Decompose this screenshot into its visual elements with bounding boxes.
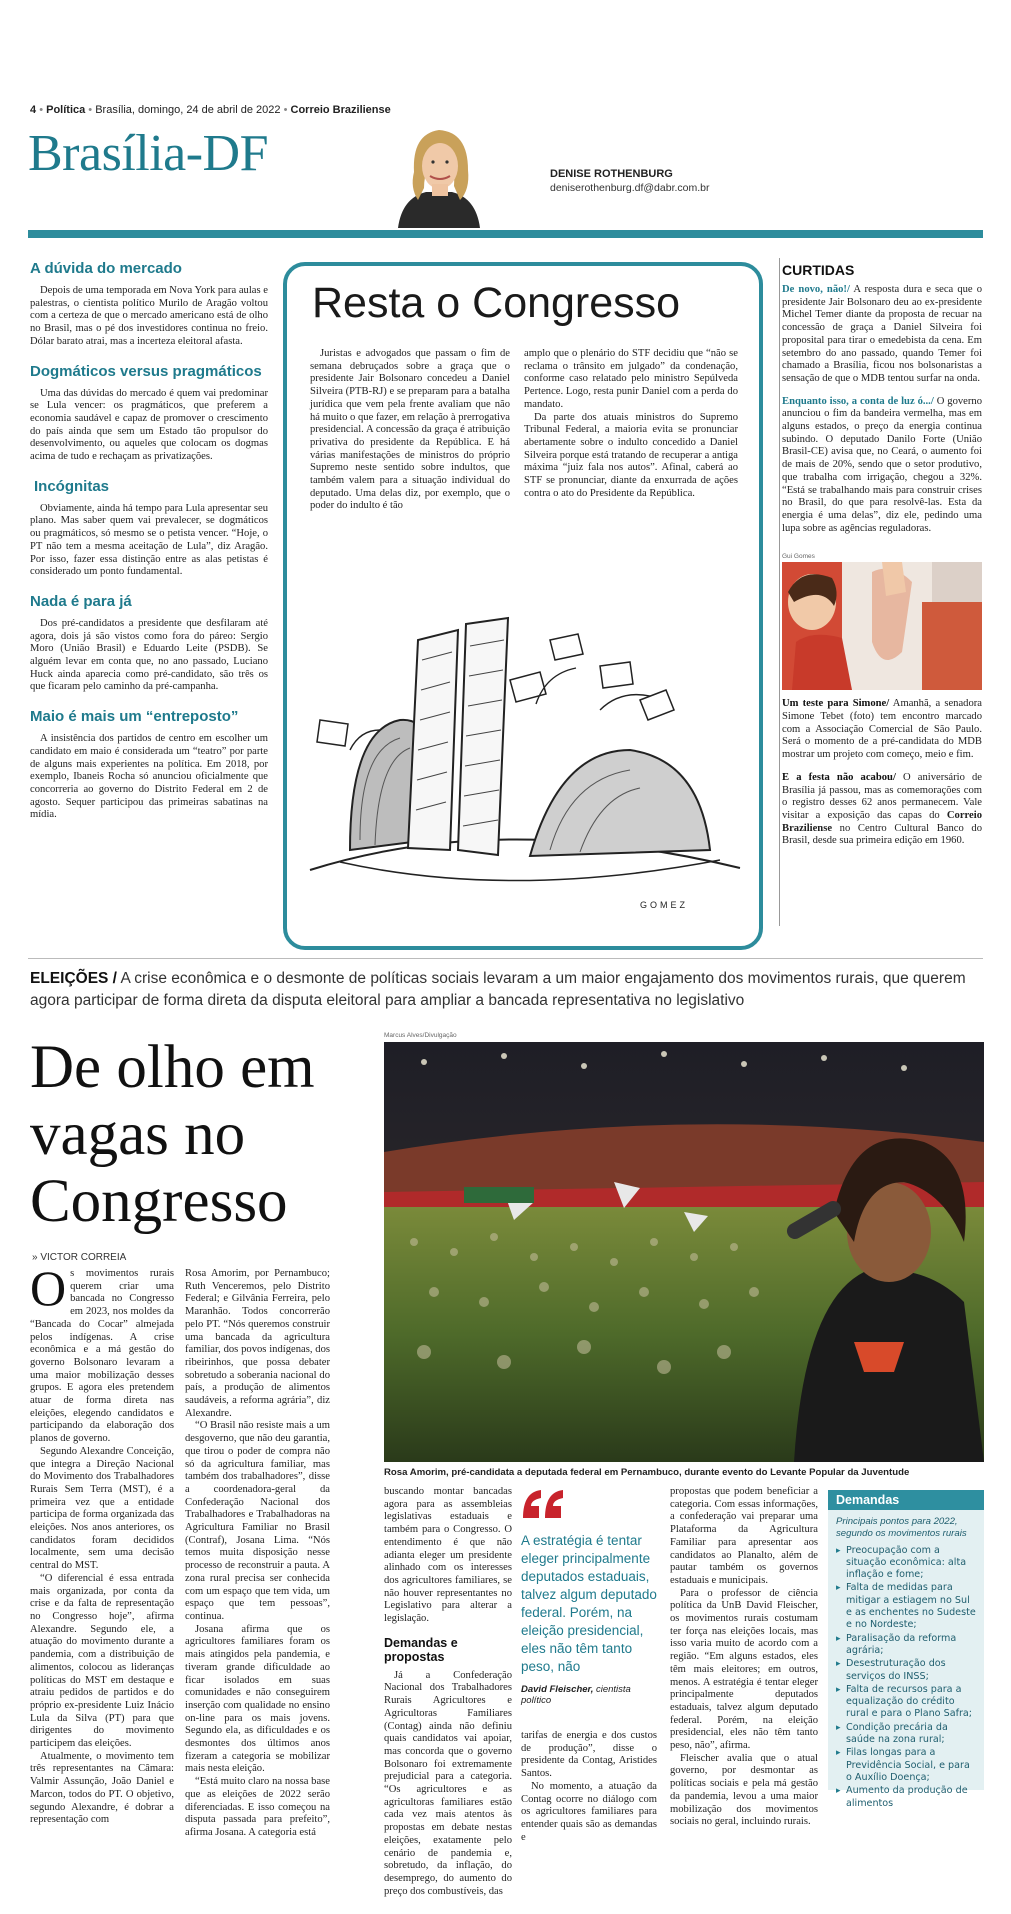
demandas-title: Demandas <box>828 1490 984 1510</box>
quote-role: cientista político <box>521 1684 631 1706</box>
list-item: ▸ Falta de medidas para mitigar a estiagem no Sul e as enchentes no Sudeste e no Nordeste; <box>836 1582 978 1631</box>
section-kicker: ELEIÇÕES / <box>30 970 117 987</box>
article-text: Atualmente, o movimento tem três representantes na Câmara: Valmir Assunção, João Daniel e Marcon, todos do PT. O objetivo, segundo Alexandre, é dobrar a representação com <box>30 1750 174 1826</box>
article-text: Fleischer avalia que o atual governo, por desmontar as políticas sociais e pela má gestão da pandemia, levou a uma maior mobilização dos movimentos sociais no geral, incluindo rurais. <box>670 1752 818 1828</box>
quote-icon <box>521 1488 657 1526</box>
curtidas-note-label: E a festa não acabou <box>782 771 893 783</box>
cartoon-illustration <box>300 600 746 930</box>
curtidas-note-body: O governo anunciou o fim da bandeira vermelha, mas em alguns estados, o preço da energia continua subindo. O deputado Danilo Forte (União Brasil-CE) avisa que, no Ceará, o aumento foi de mais de 20%, sendo que o setor produtivo, que trabalha com irrigação, chegou a 32%. “Está se trabalhando mais para construir crises no Brasil, do que para resolvê-las. Esta da energia é uma delas”, diz ele, pedindo uma lupa sobre as agências reguladoras. <box>782 395 983 534</box>
section-dek: A crise econômica e o desmonte de políticas sociais levaram a um maior engajamento dos movimentos rurais, que querem agora participar de forma direta da disputa eleitoral para ampliar a bancada representativa no legislativo <box>30 970 966 1009</box>
quote-text: A estratégia é tentar eleger principalmente deputados estaduais, talvez algum deputado federal. Porém, na eleição presidencial, eles não têm tanto peso, não <box>521 1533 657 1674</box>
article-text: O s movimentos rurais querem criar uma bancada no Congresso em 2023, nos moldes da “Bancada do Cocar” almejada pelos indígenas. A crise econômica e a má gestão do governo Bolsonaro levaram a uma maior mobilização desses grupos. E agora eles pretendem atuar de forma direta nas eleições, elegendo candidatos e participando da elaboração dos planos de governo. <box>30 1260 174 1445</box>
section-divider <box>28 958 983 959</box>
curtidas-note: Um teste para Simone/ Amanhã, a senadora Simone Tebet (foto) tem encontro marcado com a Associação Comercial de São Paulo. Será o momento de a pré-candidata do MDB mostrar um projeto com começo, meio e fim. <box>782 698 982 761</box>
curtidas-column <box>782 262 982 848</box>
article-col-4 <box>521 1486 657 1844</box>
left-notes-column <box>30 260 268 822</box>
article-text: “O Brasil não resiste mais a um desgoverno, que não deu garantia, que tirou o poder de compra não só da agricultura familiar, mas também dos trabalhadores”, disse a coordenadora-geral da Confederação Nacional dos Trabalhadores e Trabalhadoras na Agricultura Familiar no Brasil (Contraf), Josana Lima. “Nós temos muita disposição nesse processo de reconstruir a pauta. A zona rural precisa ser conhecida com um espaço que tem vida, um espaço que tem pessoas”, continua. <box>185 1420 330 1622</box>
list-item: ▸ Preocupação com a situação econômica: alta inflação e fome; <box>836 1545 978 1582</box>
page-header-line: 4 • Política • Brasília, domingo, 24 de abril de 2022 • Correio Braziliense <box>30 104 391 116</box>
note-title: Maio é mais um “entreposto” <box>30 708 239 726</box>
column-title: Brasília-DF <box>28 125 269 182</box>
photo-credit: Marcus Alves/Divulgação <box>384 1032 457 1039</box>
pull-quote <box>521 1488 657 1706</box>
article-text: Para o professor de ciência política da UnB David Fleischer, os movimentos rurais costumam ter força nas eleições locais, mas isso varia muito de acordo com a região. “Em alguns estados, eles têm mais eleitores; em outros, menos. A estratégia é tentar eleger principalmente deputados estaduais, talvez algum deputado federal. Porém, na eleição presidencial, eles não têm tanto peso, não”, afirma. <box>670 1587 818 1752</box>
article-text: Josana afirma que os agricultores familiares foram os mais atingidos pela pandemia, e tiveram grande dificuldade ao ficar isolados em suas comunidades e não conseguirem inserção com qualidade no ensino on-line para os mais jovens. Segundo ela, as dificuldades e os desmontes dos últimos anos fizeram a categoria se mobilizar mais nesta eleição. <box>185 1623 330 1775</box>
curtidas-note-body: O aniversário de Brasília já passou, mas as comemorações com o registro desses 62 anos permanecem. Vale visitar a exposição das capas do <box>782 771 983 821</box>
article-text: Rosa Amorim, por Pernambuco; Ruth Venceremos, pelo Distrito Federal; e Gilvânia Ferreira, pelo Maranhão. Todos concorrerão pelo PT. “Nós queremos construir uma bancada da agricultura familiar, dos povos indígenas, dos ribeirinhos, que possa debater sobretudo a soberania nacional do país, a produção de alimentos saudáveis, a reforma agrária”, diz Alexandre. <box>185 1268 330 1419</box>
author-portrait <box>384 116 494 228</box>
article-text: “Está muito claro na nossa base que as eleições de 2022 serão diferenciadas. E isso começou na disputa passada para prefeito”, afirma Josana. A categoria está <box>185 1776 330 1838</box>
curtidas-column-rule <box>779 258 780 926</box>
article-text: “O diferencial é essa entrada mais organizada, por conta da crise e da falta de representação no Congresso hoje”, afirma Alexandre. Segundo ele, a atuação do movimento durante a pandemia, com a distribuição de alimentos, colocou as lideranças políticas do MST em destaque e atraiu pedidos de partidos e do próprio ex-presidente Luiz Inácio Lula da Silva (PT) para que dirigentes do movimento participem das eleições. <box>30 1572 174 1750</box>
curtidas-note: De novo, não!/ A resposta dura e seca que o presidente Jair Bolsonaro deu ao ex-presidente Michel Temer diante da proposta de recuar na concessão de graça a Daniel Silveira foi proposital para tirar o emedebista da cena. Em setembro do ano passado, quando Temer foi chamado a Brasília, ficou nos bolsonaristas a sensação de que o MDB tentou surfar na onda. <box>782 284 982 384</box>
article-text: propostas que podem beneficiar a categoria. Com essas informações, a confederação vai preparar uma Plataforma da Agricultura Familiar para apresentar aos candidatos ao Planalto, além de pautar também os governos estaduais e municipais. <box>670 1486 818 1586</box>
demandas-intro: Principais pontos para 2022, segundo os movimentos rurais <box>836 1516 967 1540</box>
article-col-3 <box>384 1486 512 1898</box>
article-text: tarifas de energia e dos custos de produção”, disse o presidente da Contag, Aristides Santos. <box>521 1730 657 1780</box>
note-title: Dogmáticos versus pragmáticos <box>30 362 262 380</box>
curtidas-note-label: De novo, não! <box>782 284 847 295</box>
drop-cap: O <box>30 1260 67 1316</box>
list-item: ▸ Paralisação da reforma agrária; <box>836 1633 978 1658</box>
section-name: Política <box>46 104 86 116</box>
article-text: Segundo Alexandre Conceição, que integra a Direção Nacional do Movimento dos Trabalhadores Rurais Sem Terra (MST), é a primeira vez que a entidade participa de forma organizada das eleições. Nos anos anteriores, os candidatos foram decididos localmente, sem uma decisão central do MST. <box>30 1445 174 1572</box>
list-item: ▸ Condição precária da saúde na zona rural; <box>836 1722 978 1747</box>
curtidas-note-label: Enquanto isso, a conta de luz ó... <box>782 395 931 407</box>
cartoon-signature: GOMEZ <box>640 900 688 910</box>
main-text: Da parte dos atuais ministros do Supremo Tribunal Federal, a maioria evita se pronunciar abertamente sobre o indulto concedido a Daniel Silveira porque está tratando de recuperar a antiga máxima “juiz fala nos autos”. Afinal, caberá ao STF se pronunciar, diante da enxurrada de ações contra o ato do Presidente da República. <box>524 411 738 499</box>
main-text: Juristas e advogados que passam o fim de semana debruçados sobre a graça que o presidente Jair Bolsonaro concedeu a Daniel Silveira (PTB-RJ) e se preparam para a batalha jurídica que vem pela frente avaliam que não há muito o que fazer, em relação à prerrogativa presidencial. A concessão da graça é atribuição privativa do presidente da República. E há várias manifestações de ministros do próprio Supremo neste sentido sobre indultos, que também valem para a situação individual do deputado. Uma delas diz, por exemplo, que o poder do indulto é tão <box>310 348 510 512</box>
article-subhead: Demandas e propostas <box>384 1635 458 1664</box>
main-column-text-left <box>310 348 510 513</box>
article-col-5 <box>670 1486 818 1829</box>
note <box>30 363 268 464</box>
curtidas-note-label: Um teste para Simone <box>782 698 887 710</box>
photo-credit: Gui Gomes <box>782 553 815 561</box>
note-body: Obviamente, ainda há tempo para Lula apresentar seu plano. Mas saber quem vai prevalecer, se dogmáticos ou pragmáticos, só mesmo se o petista vencer. “Hoje, o PT não tem a mesma aceitação de Lula”, diz Aragão. Por isso, fazer essa distinção entre as alas petistas é considerado um ponto fundamental. <box>30 502 268 578</box>
article-text: No momento, a atuação da Contag ocorre no diálogo com os agricultores familiares para entender quais são as demandas e <box>521 1780 657 1843</box>
note-body: Depois de uma temporada em Nova York para aulas e palestras, o cientista político Murilo de Aragão voltou com a certeza de que o mercado americano está de olho no Brasil, mas o pé dos investidores continua no freio. Dólar barato atrai, mas a incerteza eleitoral afasta. <box>30 285 268 347</box>
note <box>30 260 268 349</box>
note-title: Nada é para já <box>30 592 132 610</box>
note <box>30 593 268 694</box>
curtidas-note-body: A resposta dura e seca que o presidente Jair Bolsonaro deu ao ex-presidente Michel Temer diante da proposta de recuar na concessão de graça a Daniel Silveira foi proposital para tirar o emedebista da cena. Em setembro do ano passado, quando Temer foi chamado a Brasília, ficou nos bolsonaristas a sensação de que o MDB tentou surfar na onda. <box>782 284 982 384</box>
author-email[interactable]: deniserothenburg.df@dabr.com.br <box>550 182 710 194</box>
curtidas-note: Enquanto isso, a conta de luz ó.../ O governo anunciou o fim da bandeira vermelha, mas em alguns estados, o preço da energia continua subindo. O deputado Danilo Forte (União Brasil-CE) avisa que, no Ceará, o aumento foi de mais de 20%, sendo que o setor produtivo, que trabalha com irrigação, chegou a 32%. “Está se trabalhando mais para construir crises no Brasil, do que para resolvê-las. Esta da energia é uma delas”, diz ele, pedindo uma lupa sobre as agências reguladoras. <box>782 395 983 534</box>
paper-name-inline: Correio Braziliense <box>782 809 982 834</box>
curtidas-note-body: no Centro Cultural Banco do Brasil, desde sua primeira edição em 1960. <box>782 822 982 847</box>
article-col-1 <box>30 1260 174 1827</box>
simone-photo <box>782 562 982 690</box>
curtidas-note-body: Amanhã, a senadora Simone Tebet (foto) tem encontro marcado com a Associação Comercial de São Paulo. Será o momento de a pré-candidata do MDB mostrar um projeto com começo, meio e fim. <box>782 698 982 761</box>
page-number: 4 <box>30 104 37 116</box>
note-body: A insistência dos partidos de centro em escolher um candidato em maio é considerada um “teatro” por parte de alguns mais experientes na política. Em 2018, por exemplo, Ibaneis Rocha só anunciou oficialmente que concorreria ao governo do Distrito Federal em 2 de agosto. Sequer participou das primeiras sabatinas na mídia. <box>30 733 268 821</box>
byline: » VICTOR CORREIA <box>32 1252 127 1263</box>
note <box>30 708 268 822</box>
demandas-box <box>828 1490 984 1809</box>
list-item: ▸ Aumento da produção de alimentos <box>836 1785 978 1810</box>
paper-name: Correio Braziliense <box>290 104 391 116</box>
list-item: ▸ Falta de recursos para a equalização do crédito rural e para o Plano Safra; <box>836 1684 978 1721</box>
article-col-2 <box>185 1268 330 1840</box>
photo-caption: Rosa Amorim, pré-candidata a deputada federal em Pernambuco, durante evento do Levante Popular da Juventude <box>384 1467 910 1478</box>
article-text: buscando montar bancadas agora para as assembleias legislativas estaduais e também para o Congresso. O entendimento é que não adianta eleger um presidente alinhado com os interesses dos agricultores familiares, se não houver representantes no Legislativo para alterar a legislação. <box>384 1486 512 1625</box>
note-body: Uma das dúvidas do mercado é quem vai predominar se Lula vencer: os pragmáticos, que preferem a economia saudável e capaz de promover o crescimento do país ainda que sem um Estado tão propulsor do desenvolvimento, ou aqueles que colocam os dogmas acima de tudo e rechaçam as privatizações. <box>30 387 268 463</box>
quote-author: David Fleischer, <box>521 1684 594 1695</box>
author-name: DENISE ROTHENBURG <box>550 168 673 180</box>
main-column-title: Resta o Congresso <box>312 279 681 327</box>
quote-attribution <box>521 1684 657 1706</box>
list-item: ▸ Filas longas para a Previdência Social, e para o Auxílio Doença; <box>836 1747 978 1784</box>
article-text: Já a Confederação Nacional dos Trabalhadores Rurais Agricultores e Agricultoras Familiares (Contag) ainda não definiu quais candidatos vai apoiar, mas concorda que o governo Bolsonaro foi extremamente prejudicial para a categoria. “Os agricultores e as agricultoras familiares estão cada vez mais atentos às propostas em debate nestas eleições, exatamente pelo cenário de pandemia e, sobretudo, da inflação, do desemprego, do aumento do preço dos combustíveis, das <box>384 1669 512 1897</box>
eleicoes-dek-block <box>30 968 990 1012</box>
curtidas-note: E a festa não acabou/ O aniversário de Brasília já passou, mas as comemorações com o registro desses 62 anos permanecem. Vale visitar a exposição das capas do Correio Braziliense no Centro Cultural Banco do Brasil, desde sua primeira edição em 1960. <box>782 771 983 847</box>
demandas-list <box>836 1545 978 1810</box>
dateline: Brasília, domingo, 24 de abril de 2022 <box>95 104 281 116</box>
note-body: Dos pré-candidatos a presidente que desfilaram até agora, dois já são vistos como fora do páreo: Sergio Moro (União Brasil) e Eduardo Leite (PSDB). Se alguém levar em conta que, no ano passado, Luciano Huck ainda aparecia como pré-candidato, são três os que ficaram pelo caminho da pré-campanha. <box>30 617 268 693</box>
main-column-text-right <box>524 348 738 500</box>
note-title: Incógnitas <box>34 477 110 495</box>
note <box>30 478 268 579</box>
main-text: amplo que o plenário do STF decidiu que “não se reclama o trânsito em julgado” da condenação, conforme caso relatado pelo ministro Sepúlveda Pertence. Logo, resta punir Daniel com a perda do mandato. <box>524 348 738 410</box>
masthead-rule <box>28 230 983 238</box>
note-title: A dúvida do mercado <box>30 260 182 277</box>
rally-photo <box>384 1042 984 1462</box>
list-item: ▸ Desestruturação dos serviços do INSS; <box>836 1658 978 1683</box>
curtidas-title: CURTIDAS <box>782 262 855 278</box>
article-headline: De olho em vagas no Congresso <box>30 1034 315 1235</box>
